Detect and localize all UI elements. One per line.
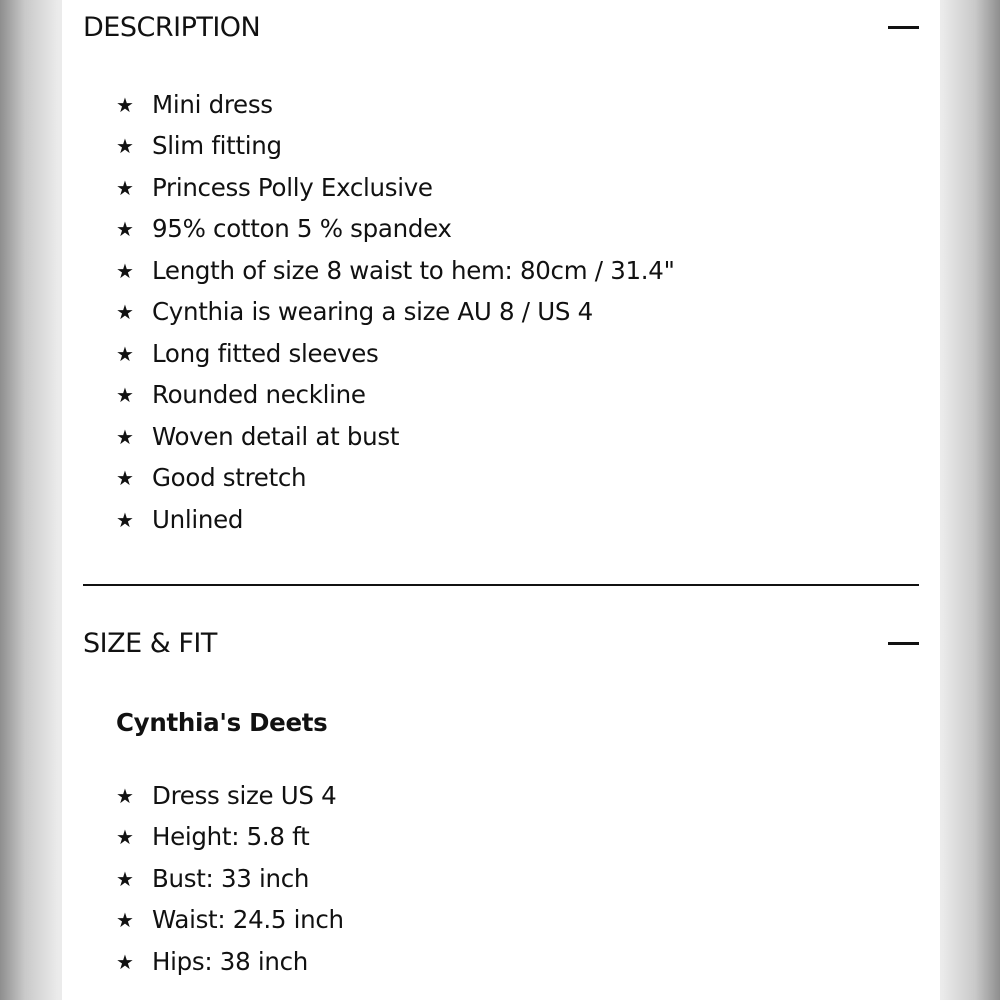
star-icon: ★	[116, 300, 134, 325]
list-item: ★ Good stretch	[116, 463, 307, 492]
minus-icon[interactable]	[888, 642, 919, 645]
star-icon: ★	[116, 258, 134, 283]
list-item: ★ Woven detail at bust	[116, 421, 400, 451]
size-fit-list	[116, 775, 344, 983]
list-item: ★ Unlined	[116, 504, 244, 534]
star-icon: ★	[116, 92, 134, 117]
list-item: ★ Slim fitting	[116, 131, 282, 160]
model-details-heading: Cynthia's Deets	[116, 708, 328, 737]
star-icon: ★	[116, 217, 134, 242]
description-header[interactable]	[83, 8, 919, 48]
description-title: DESCRIPTION	[83, 12, 261, 43]
star-icon: ★	[116, 825, 134, 850]
list-item: ★ Princess Polly Exclusive	[116, 172, 433, 202]
list-item: ★ Rounded neckline	[116, 380, 366, 409]
product-details-panel	[62, 0, 940, 1000]
list-item: ★ Bust: 33 inch	[116, 863, 310, 893]
star-icon: ★	[116, 383, 134, 408]
star-icon: ★	[116, 341, 134, 366]
star-icon: ★	[116, 424, 134, 449]
section-divider	[83, 584, 919, 586]
star-icon: ★	[116, 466, 134, 491]
star-icon: ★	[116, 507, 134, 532]
star-icon: ★	[116, 949, 134, 974]
size-fit-header[interactable]	[83, 624, 919, 664]
minus-icon[interactable]	[888, 26, 919, 29]
list-item: ★ Waist: 24.5 inch	[116, 905, 344, 934]
list-item: ★ 95% cotton 5 % spandex	[116, 214, 452, 243]
list-item: ★ Hips: 38 inch	[116, 946, 308, 976]
star-icon: ★	[116, 783, 134, 808]
star-icon: ★	[116, 908, 134, 933]
list-item: ★ Long fitted sleeves	[116, 338, 379, 368]
description-list	[116, 84, 675, 541]
list-item: ★ Cynthia is wearing a size AU 8 / US 4	[116, 297, 593, 326]
star-icon: ★	[116, 175, 134, 200]
list-item: ★ Mini dress	[116, 89, 273, 119]
list-item: ★ Height: 5.8 ft	[116, 822, 310, 851]
star-icon: ★	[116, 134, 134, 159]
star-icon: ★	[116, 866, 134, 891]
list-item: ★ Dress size US 4	[116, 780, 337, 810]
list-item: ★ Length of size 8 waist to hem: 80cm / 31.4"	[116, 255, 675, 285]
size-fit-title: SIZE & FIT	[83, 628, 217, 659]
